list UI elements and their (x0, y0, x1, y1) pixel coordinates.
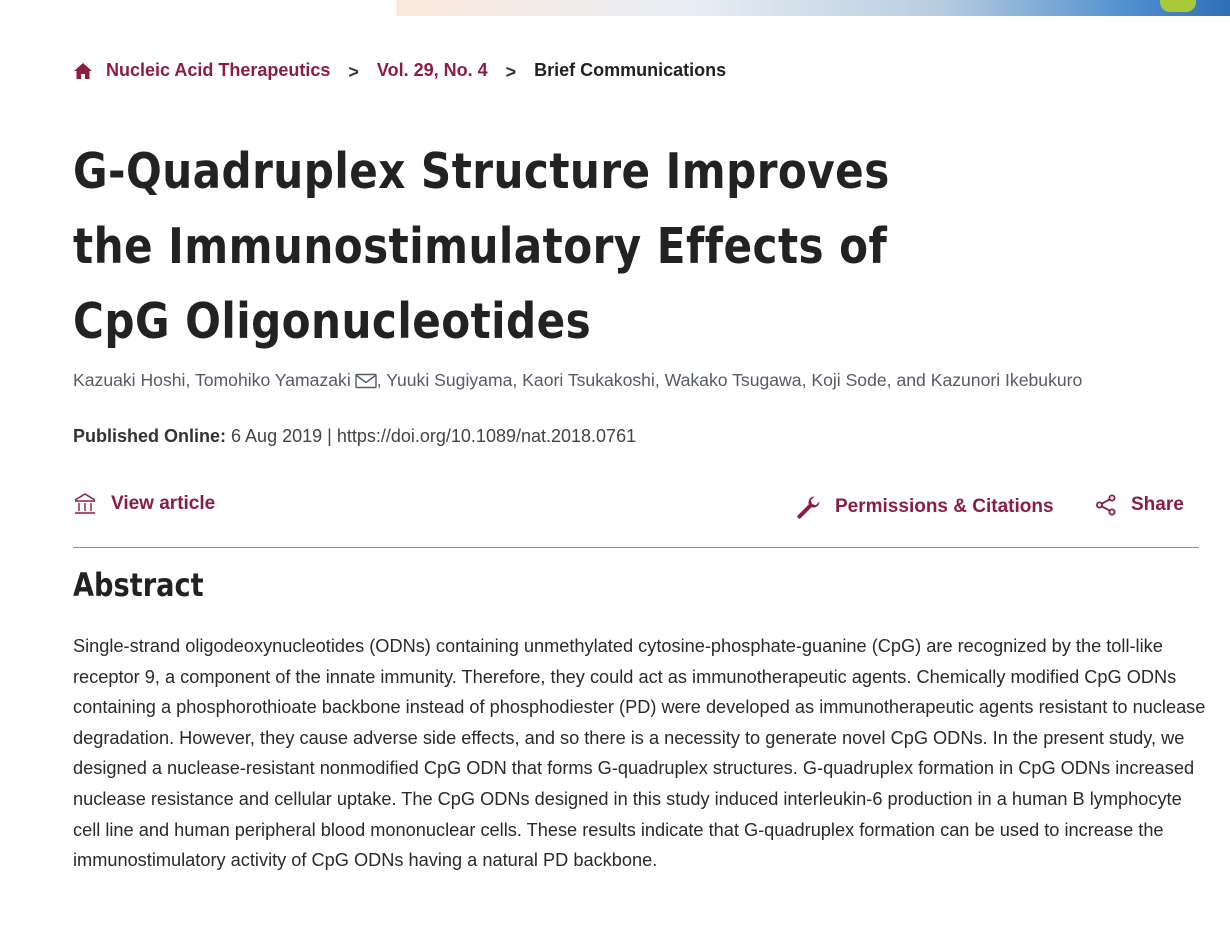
banner-accent (1160, 0, 1196, 12)
section-divider (73, 547, 1199, 548)
doi-link[interactable]: https://doi.org/10.1089/nat.2018.0761 (336, 426, 637, 446)
breadcrumb-separator: > (505, 61, 517, 82)
author-list (73, 370, 1082, 391)
mail-icon[interactable] (355, 373, 377, 389)
author-separator: , and (886, 370, 931, 390)
view-article-label: View article (111, 493, 216, 514)
author-link[interactable]: Kaori Tsukakoshi (522, 370, 655, 390)
breadcrumb (73, 56, 726, 84)
share-label: Share (1131, 494, 1184, 515)
view-article-button[interactable] (73, 492, 215, 516)
share-button[interactable] (1095, 494, 1184, 516)
share-icon (1095, 494, 1117, 516)
published-date: 6 Aug 2019 (231, 426, 323, 446)
author-separator: , (801, 370, 812, 390)
breadcrumb-issue-link[interactable]: Vol. 29, No. 4 (376, 59, 488, 80)
author-link[interactable]: Koji Sode (811, 370, 887, 390)
wrench-icon (795, 494, 821, 520)
breadcrumb-current: Brief Communications (534, 59, 727, 80)
permissions-citations-button[interactable] (795, 494, 1054, 520)
author-link[interactable]: Wakako Tsugawa (664, 370, 802, 390)
article-title: G-Quadruplex Structure Improves the Immunostimulatory Effects of CpG Oligonucleotides (73, 143, 890, 350)
article-actions (73, 488, 1199, 528)
home-icon[interactable] (73, 61, 93, 81)
author-link[interactable]: Tomohiko Yamazaki (194, 370, 351, 390)
top-banner (396, 0, 1230, 16)
publication-info (73, 426, 636, 447)
abstract-text: Single-strand oligodeoxynucleotides (ODNs) containing unmethylated cytosine-phosphate-guanine (CpG) are recognized by the toll-like receptor 9, a component of the innate immunity. Therefore, they could act as immunotherapeutic agents. Chemically modified CpG ODNs containing a phosphorothioate backbone instead of phosphodiester (PD) were developed as immunotherapeutic agents resistant to nuclease degradation. However, they cause adverse side effects, and so there is a necessity to generate novel CpG ODNs. In the present study, we designed a nuclease-resistant nonmodified CpG ODN that forms G-quadruplex structures. G-quadruplex formation in CpG ODNs increased nuclease resistance and cellular uptake. The CpG ODNs designed in this study induced interleukin-6 production in a human B lymphocyte cell line and human peripheral blood mononuclear cells. These results indicate that G-quadruplex formation can be used to increase the immunostimulatory activity of CpG ODNs having a natural PD backbone. (73, 636, 1206, 871)
meta-separator: | (327, 426, 332, 446)
permissions-label: Permissions & Citations (835, 496, 1054, 517)
author-separator: , (376, 370, 387, 390)
author-link[interactable]: Kazuaki Hoshi (73, 370, 186, 390)
author-link[interactable]: Kazunori Ikebukuro (930, 370, 1083, 390)
institution-icon (73, 492, 97, 516)
author-link[interactable]: Yuuki Sugiyama (386, 370, 513, 390)
published-label: Published Online: (73, 426, 227, 446)
author-separator: , (512, 370, 523, 390)
author-separator: , (185, 370, 195, 390)
breadcrumb-journal-link[interactable]: Nucleic Acid Therapeutics (106, 59, 331, 80)
abstract-heading: Abstract (73, 566, 204, 604)
breadcrumb-separator: > (348, 61, 359, 82)
author-separator: , (654, 370, 665, 390)
